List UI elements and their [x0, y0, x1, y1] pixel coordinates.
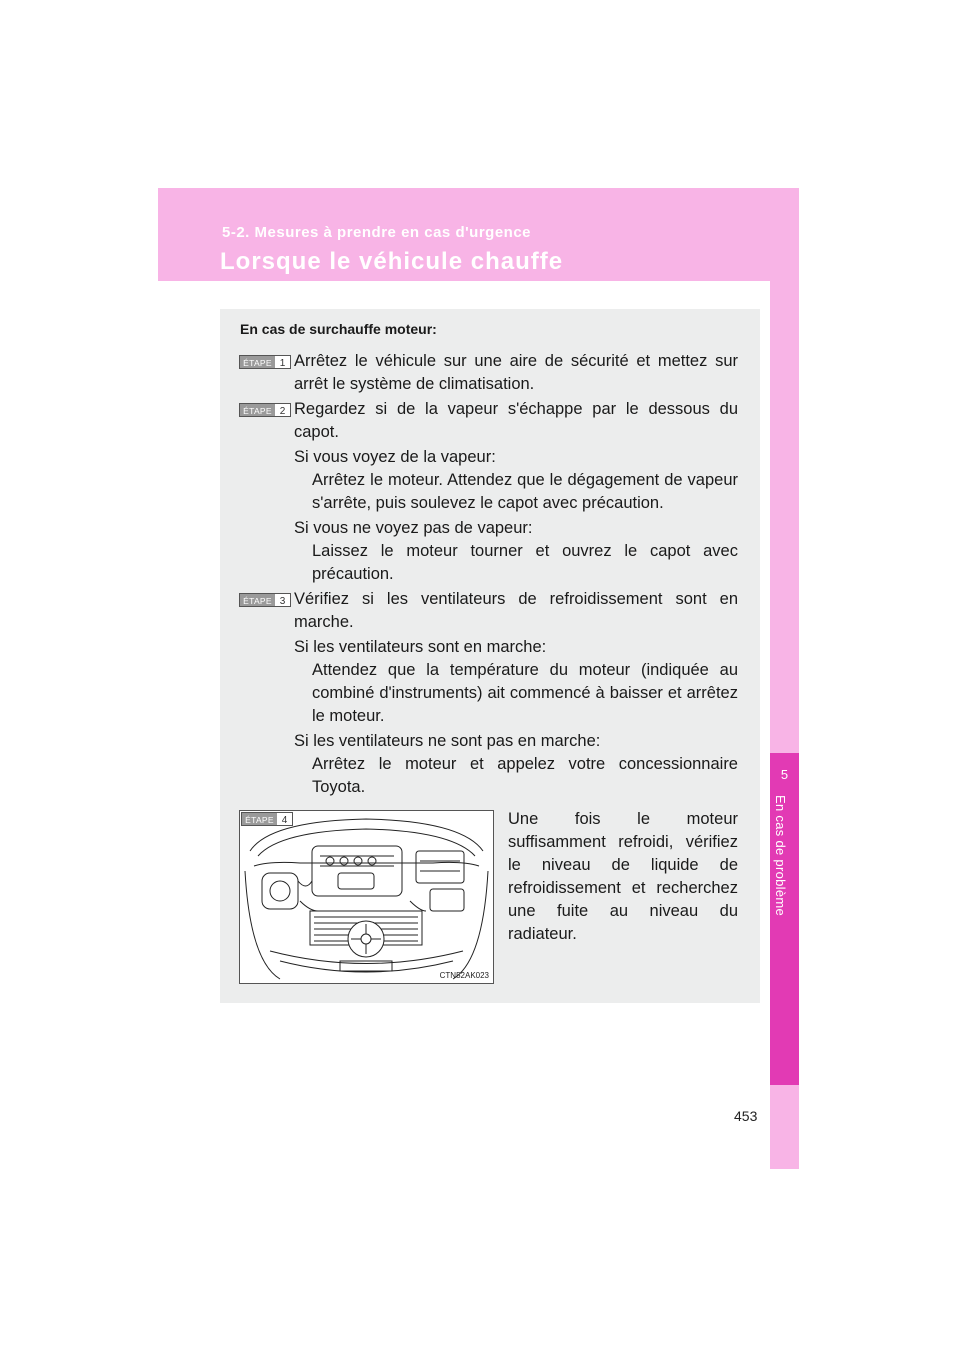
- step-label: ÉTAPE: [240, 594, 275, 606]
- step-label: ÉTAPE: [242, 813, 277, 825]
- step-2-text: Regardez si de la vapeur s'échappe par le dessous du capot.: [294, 400, 738, 441]
- step-2-case-1-action: Arrêtez le moteur. Attendez que le dégagement de vapeur s'arrête, puis soulevez le capot avec précaution.: [312, 471, 738, 512]
- step-3-case-2-action: Arrêtez le moteur et appelez votre concessionnaire Toyota.: [312, 755, 738, 796]
- chapter-header: [158, 188, 799, 281]
- step-badge-1: [239, 355, 291, 369]
- step-3-case-1-action: Attendez que la température du moteur (indiquée au combiné d'instruments) ait commencé à baisser et arrêtez le moteur.: [312, 661, 738, 725]
- step-number: 1: [279, 358, 286, 369]
- procedure-intro: En cas de surchauffe moteur:: [240, 321, 437, 337]
- engine-bay-figure: [239, 810, 494, 984]
- step-number: 2: [279, 406, 286, 417]
- step-2-case-2-condition: Si vous ne voyez pas de vapeur:: [294, 519, 533, 537]
- step-3-case-1-condition: Si les ventilateurs sont en marche:: [294, 638, 547, 656]
- chapter-number: 5: [780, 767, 789, 782]
- step-label: ÉTAPE: [240, 356, 275, 368]
- step-number: 3: [279, 596, 286, 607]
- chapter-tab-active[interactable]: [770, 753, 799, 1085]
- step-2-case-2-action: Laissez le moteur tourner et ouvrez le capot avec précaution.: [312, 542, 738, 583]
- step-3-text: Vérifiez si les ventilateurs de refroidissement sont en marche.: [294, 590, 738, 631]
- step-label: ÉTAPE: [240, 404, 275, 416]
- step-badge-2: [239, 403, 291, 417]
- chapter-side-tab: [770, 281, 799, 1169]
- page-number: 453: [734, 1108, 758, 1124]
- procedure-box: [220, 309, 760, 1003]
- section-label: 5-2. Mesures à prendre en cas d'urgence: [222, 224, 532, 241]
- step-3-case-2-condition: Si les ventilateurs ne sont pas en marche:: [294, 732, 601, 750]
- page-title: Lorsque le véhicule chauffe: [220, 248, 564, 275]
- chapter-title: En cas de problème: [773, 795, 788, 917]
- step-number: 4: [281, 815, 288, 826]
- step-4-text: Une fois le moteur suffisamment refroidi, vérifiez le niveau de liquide de refroidissement et recherchez une fuite au niveau du radiateur.: [508, 810, 738, 943]
- step-badge-3: [239, 593, 291, 607]
- engine-bay-illustration: [240, 811, 493, 983]
- step-2-case-1-condition: Si vous voyez de la vapeur:: [294, 448, 496, 466]
- figure-code: CTN52AK023: [439, 971, 489, 980]
- step-1-text: Arrêtez le véhicule sur une aire de sécurité et mettez sur arrêt le système de climatisation.: [294, 352, 738, 393]
